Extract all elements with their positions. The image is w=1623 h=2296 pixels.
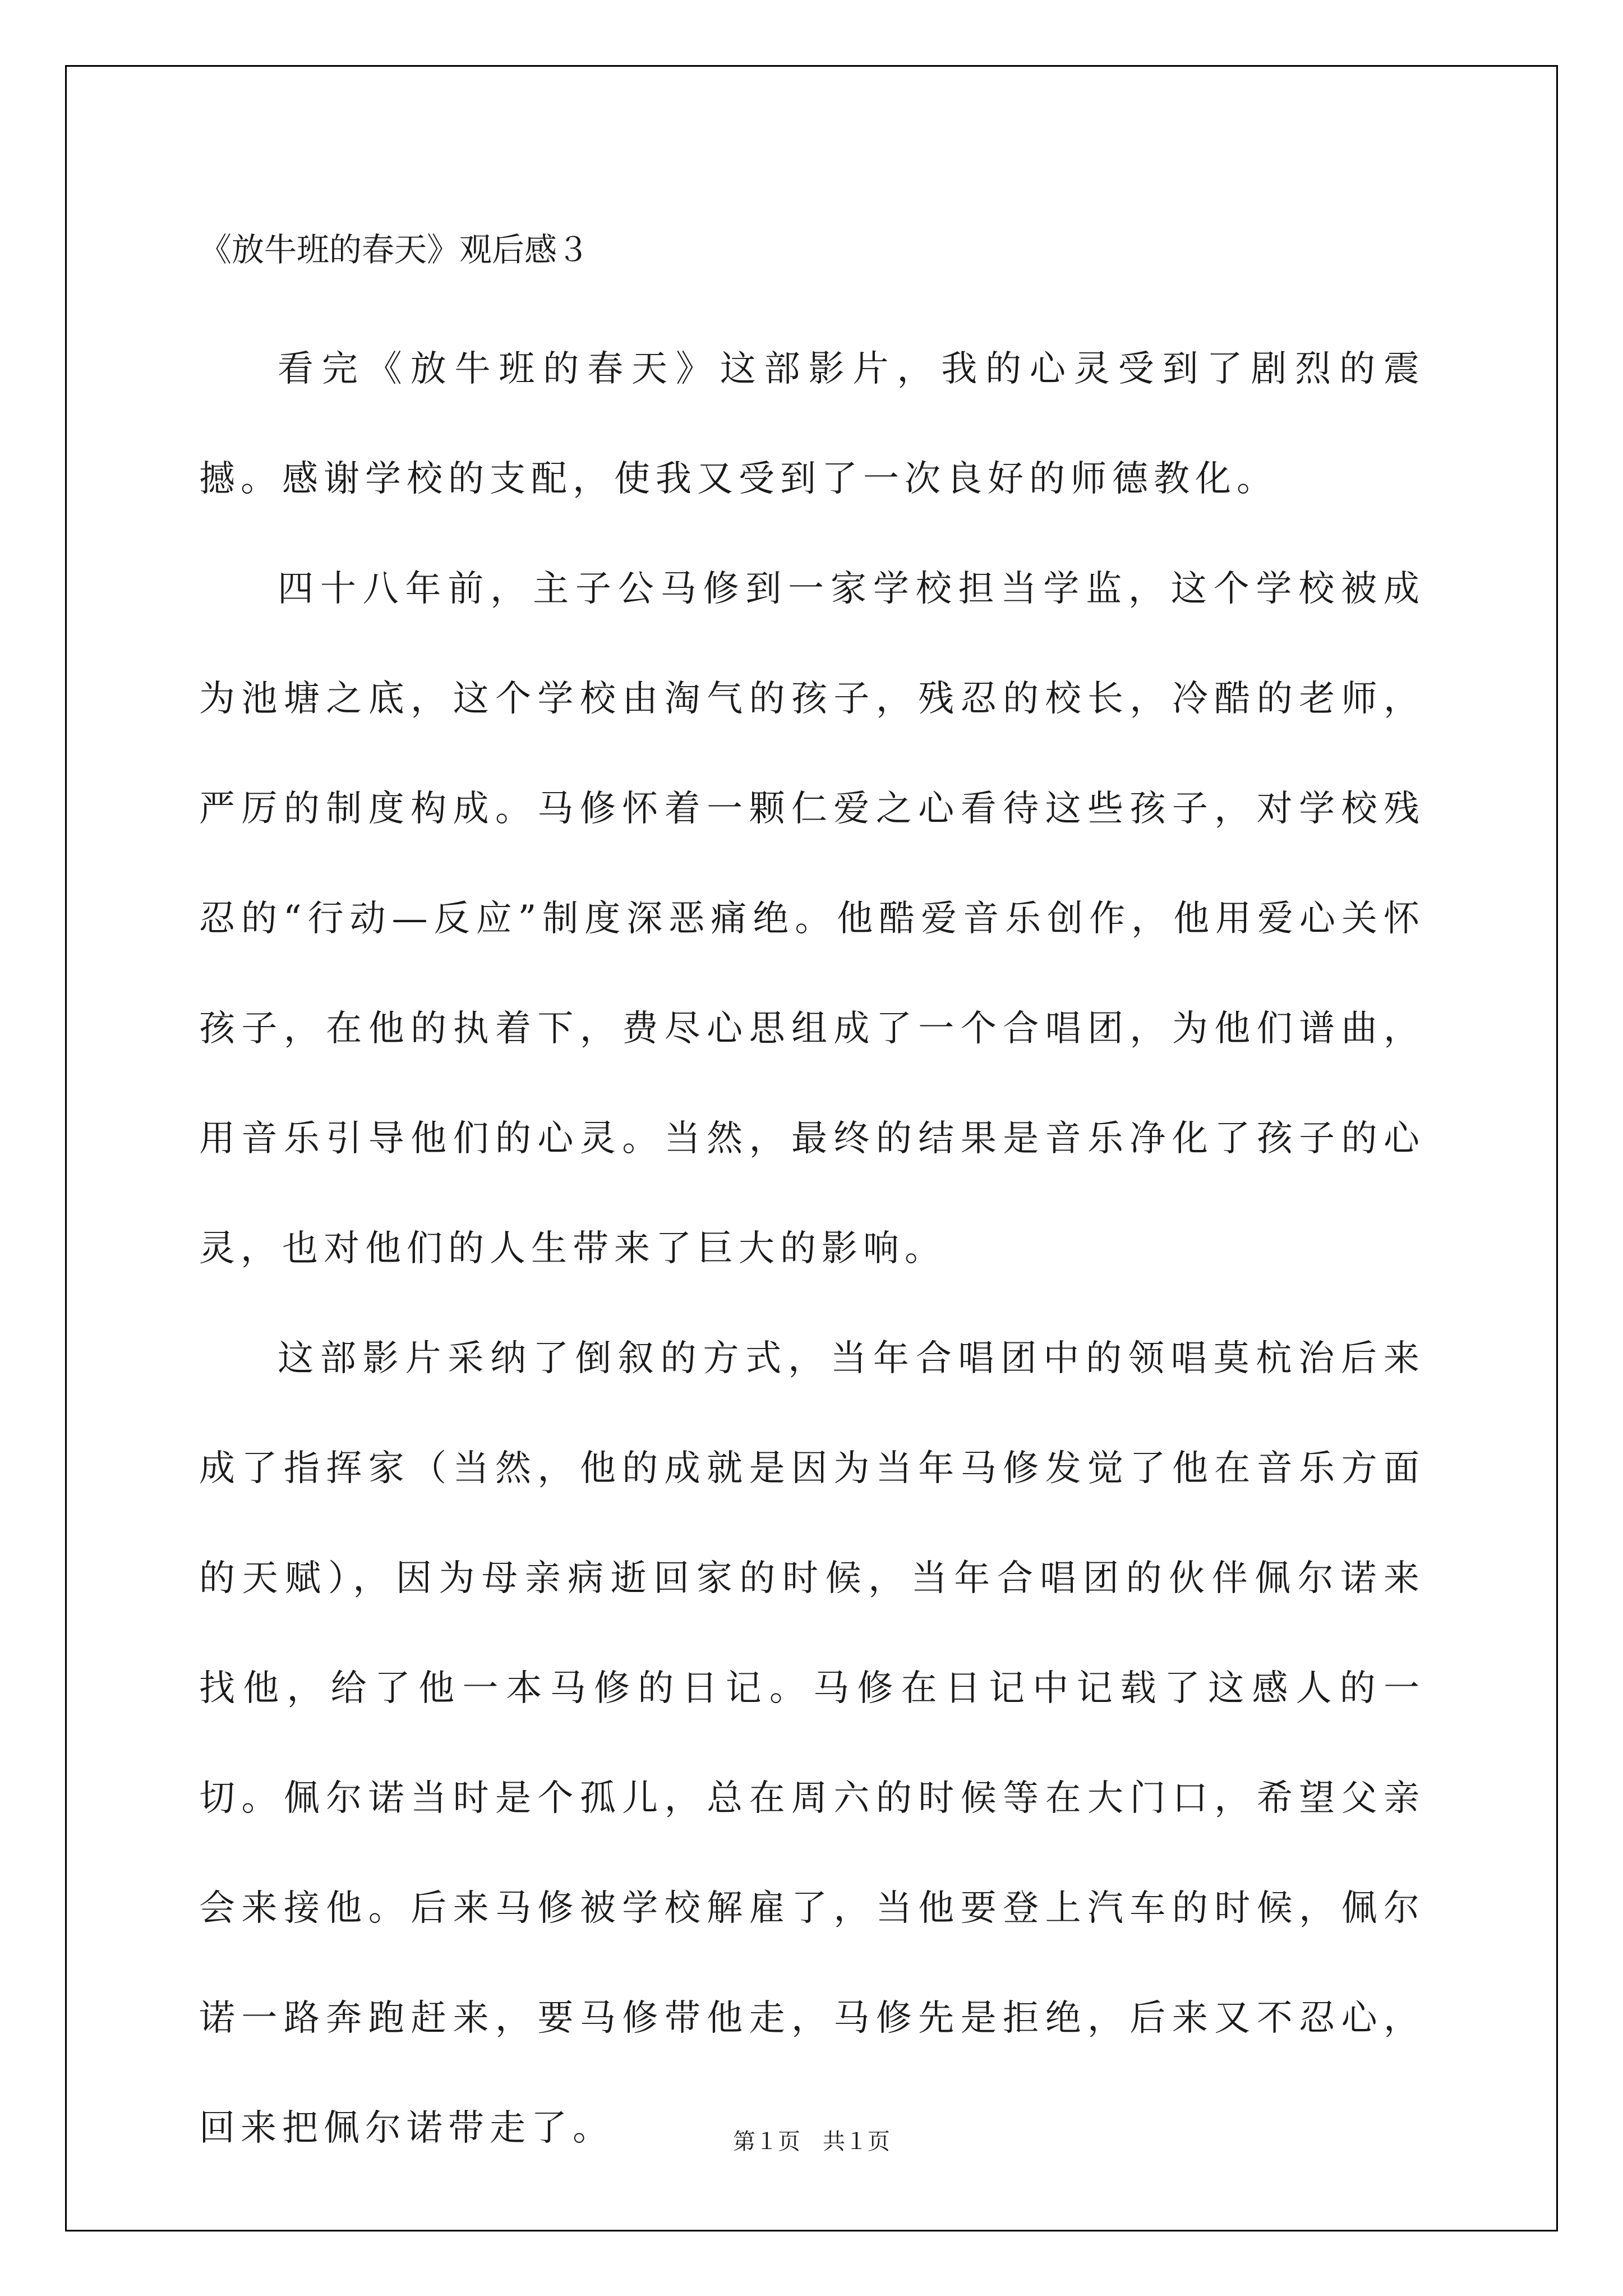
- paragraph: 看完《放牛班的春天》这部影片，我的心灵受到了剧烈的震撼。感谢学校的支配，使我又受到了一次良好的师德教化。: [199, 348, 1425, 500]
- paragraph: 这部影片采纳了倒叙的方式，当年合唱团中的领唱莫杭治后来成了指挥家（当然，他的成就是因为当年马修发觉了他在音乐方面的天赋），因为母亲病逝回家的时候，当年合唱团的伙伴佩尔诺来找他，给了他一本马修的日记。马修在日记中记载了这感人的一切。佩尔诺当时是个孤儿，总在周六的时候等在大门口，希望父亲会来接他。后来马修被学校解雇了，当他要登上汽车的时候，佩尔诺一路奔跑赶来，要马修带他走，马修先是拒绝，后来又不忍心，回来把佩尔诺带走了。: [199, 1338, 1425, 2149]
- page-number-footer: 第１页 共１页: [733, 2129, 890, 2155]
- paragraph: 四十八年前，主子公马修到一家学校担当学监，这个学校被成为池塘之底，这个学校由淘气的孩子，残忍的校长，冷酷的老师，严厉的制度构成。马修怀着一颗仁爱之心看待这些孩子，对学校残忍的“行动—反应”制度深恶痛绝。他酷爱音乐创作，他用爱心关怀孩子，在他的执着下，费尽心思组成了一个合唱团，为他们谱曲，用音乐引导他们的心灵。当然，最终的结果是音乐净化了孩子的心灵，也对他们的人生带来了巨大的影响。: [199, 568, 1425, 1269]
- document-body: [199, 314, 1425, 2183]
- document-title: 《放牛班的春天》观后感３: [199, 231, 590, 269]
